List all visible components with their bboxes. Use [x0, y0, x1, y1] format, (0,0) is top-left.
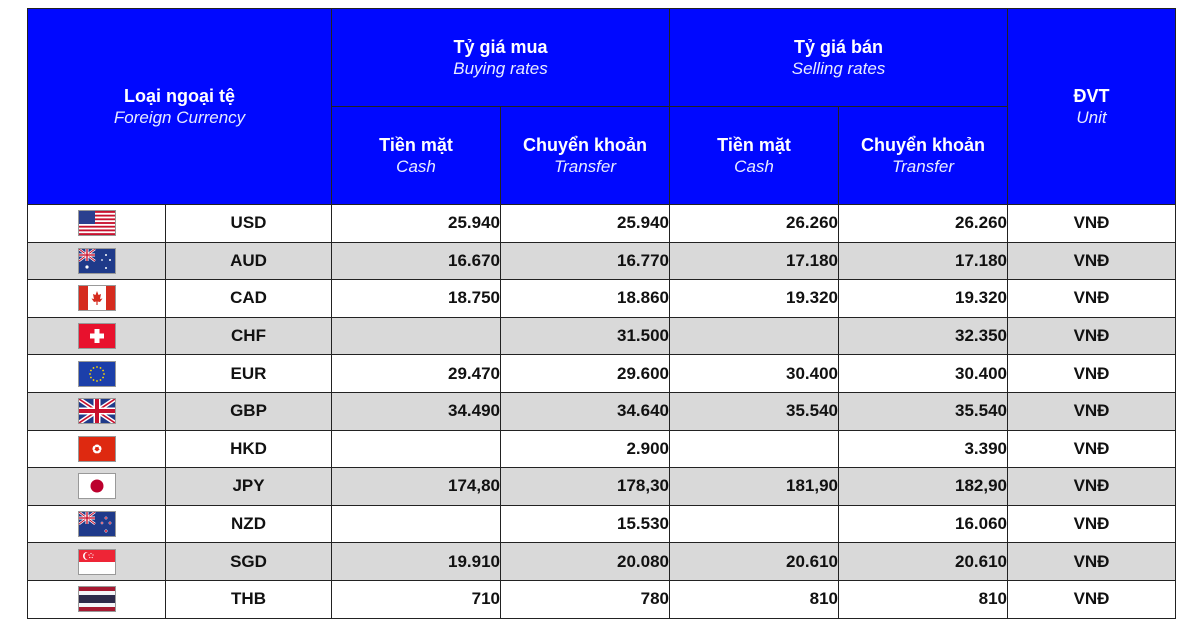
unit-value: VNĐ — [1008, 205, 1176, 243]
table-row — [28, 430, 1176, 468]
table-row — [28, 580, 1176, 618]
unit-value: VNĐ — [1008, 580, 1176, 618]
buy-transfer-value: 34.640 — [501, 392, 670, 430]
currency-code: THB — [166, 580, 332, 618]
sell-cash-value: 30.400 — [670, 355, 839, 393]
buy-cash-value — [332, 317, 501, 355]
sell-transfer-header-en: Transfer — [891, 156, 955, 176]
au-flag-icon — [28, 248, 165, 274]
flag-cell — [28, 392, 166, 430]
sell-cash-header-vi: Tiền mặt — [717, 134, 791, 155]
currency-code: USD — [166, 205, 332, 243]
sell-cash-value: 20.610 — [670, 543, 839, 581]
sell-cash-value: 26.260 — [670, 205, 839, 243]
buy-cash-value — [332, 430, 501, 468]
sell-transfer-value: 19.320 — [839, 280, 1008, 318]
currency-code: SGD — [166, 543, 332, 581]
buy-transfer-value: 178,30 — [501, 468, 670, 506]
unit-value: VNĐ — [1008, 242, 1176, 280]
selling-header-vi: Tỷ giá bán — [794, 36, 884, 57]
sell-transfer-value: 182,90 — [839, 468, 1008, 506]
sell-cash-header-en: Cash — [734, 156, 774, 176]
flag-cell — [28, 505, 166, 543]
ch-flag-icon — [28, 323, 165, 349]
currency-code: JPY — [166, 468, 332, 506]
unit-value: VNĐ — [1008, 280, 1176, 318]
table-row — [28, 392, 1176, 430]
flag-cell — [28, 543, 166, 581]
unit-value: VNĐ — [1008, 468, 1176, 506]
sell-transfer-value: 3.390 — [839, 430, 1008, 468]
buy-cash-value: 34.490 — [332, 392, 501, 430]
unit-value: VNĐ — [1008, 392, 1176, 430]
buying-header-en: Buying rates — [453, 58, 548, 78]
unit-header-en: Unit — [1076, 107, 1107, 127]
table-row — [28, 543, 1176, 581]
buy-cash-header-en: Cash — [396, 156, 436, 176]
selling-header-en: Selling rates — [791, 58, 886, 78]
gb-flag-icon — [28, 398, 165, 424]
sell-transfer-value: 16.060 — [839, 505, 1008, 543]
flag-cell — [28, 430, 166, 468]
selling-header — [670, 9, 1008, 107]
buy-transfer-value: 18.860 — [501, 280, 670, 318]
sell-transfer-value: 30.400 — [839, 355, 1008, 393]
currency-header — [28, 9, 332, 205]
table-row — [28, 317, 1176, 355]
buy-transfer-value: 2.900 — [501, 430, 670, 468]
us-flag-icon — [28, 210, 165, 236]
unit-value: VNĐ — [1008, 505, 1176, 543]
sell-transfer-header-vi: Chuyển khoản — [861, 134, 986, 155]
jp-flag-icon — [28, 473, 165, 499]
unit-header-vi: ĐVT — [1073, 85, 1110, 106]
buy-transfer-header-vi: Chuyển khoản — [523, 134, 648, 155]
table-row — [28, 280, 1176, 318]
currency-header-en: Foreign Currency — [113, 107, 246, 127]
buy-transfer-value: 31.500 — [501, 317, 670, 355]
unit-value: VNĐ — [1008, 430, 1176, 468]
table-row — [28, 355, 1176, 393]
sell-cash-value — [670, 430, 839, 468]
th-flag-icon — [28, 586, 165, 612]
table-row — [28, 468, 1176, 506]
exchange-rate-table — [27, 8, 1176, 619]
flag-cell — [28, 468, 166, 506]
sell-cash-value: 17.180 — [670, 242, 839, 280]
sell-cash-value: 810 — [670, 580, 839, 618]
currency-code: NZD — [166, 505, 332, 543]
currency-code: HKD — [166, 430, 332, 468]
flag-cell — [28, 280, 166, 318]
ca-flag-icon — [28, 285, 165, 311]
unit-value: VNĐ — [1008, 543, 1176, 581]
flag-cell — [28, 242, 166, 280]
currency-code: AUD — [166, 242, 332, 280]
sell-transfer-value: 17.180 — [839, 242, 1008, 280]
sell-transfer-value: 32.350 — [839, 317, 1008, 355]
buy-cash-value: 710 — [332, 580, 501, 618]
sell-transfer-value: 26.260 — [839, 205, 1008, 243]
buy-cash-value: 18.750 — [332, 280, 501, 318]
sell-cash-value: 181,90 — [670, 468, 839, 506]
table-row — [28, 205, 1176, 243]
buy-cash-value: 25.940 — [332, 205, 501, 243]
eu-flag-icon — [28, 361, 165, 387]
buying-header — [332, 9, 670, 107]
sell-cash-header — [670, 107, 839, 205]
flag-cell — [28, 205, 166, 243]
currency-code: GBP — [166, 392, 332, 430]
flag-cell — [28, 580, 166, 618]
nz-flag-icon — [28, 511, 165, 537]
flag-cell — [28, 317, 166, 355]
sell-cash-value — [670, 505, 839, 543]
buy-cash-value — [332, 505, 501, 543]
buy-cash-value: 174,80 — [332, 468, 501, 506]
sell-transfer-value: 810 — [839, 580, 1008, 618]
buy-cash-value: 29.470 — [332, 355, 501, 393]
buy-transfer-value: 780 — [501, 580, 670, 618]
sell-transfer-header — [839, 107, 1008, 205]
buy-cash-header — [332, 107, 501, 205]
sell-transfer-value: 20.610 — [839, 543, 1008, 581]
unit-value: VNĐ — [1008, 355, 1176, 393]
table-row — [28, 242, 1176, 280]
currency-code: CHF — [166, 317, 332, 355]
currency-code: EUR — [166, 355, 332, 393]
buy-cash-value: 19.910 — [332, 543, 501, 581]
hk-flag-icon — [28, 436, 165, 462]
sell-cash-value: 35.540 — [670, 392, 839, 430]
buy-transfer-value: 15.530 — [501, 505, 670, 543]
buy-transfer-value: 25.940 — [501, 205, 670, 243]
table-row — [28, 505, 1176, 543]
buy-cash-value: 16.670 — [332, 242, 501, 280]
buying-header-vi: Tỷ giá mua — [453, 36, 548, 57]
buy-transfer-value: 29.600 — [501, 355, 670, 393]
sell-transfer-value: 35.540 — [839, 392, 1008, 430]
buy-cash-header-vi: Tiền mặt — [379, 134, 453, 155]
currency-header-vi: Loại ngoại tệ — [124, 85, 236, 106]
flag-cell — [28, 355, 166, 393]
sell-cash-value — [670, 317, 839, 355]
buy-transfer-header — [501, 107, 670, 205]
buy-transfer-header-en: Transfer — [553, 156, 617, 176]
sg-flag-icon — [28, 549, 165, 575]
currency-code: CAD — [166, 280, 332, 318]
rate-table-body — [28, 205, 1176, 619]
unit-value: VNĐ — [1008, 317, 1176, 355]
unit-header — [1008, 9, 1176, 205]
sell-cash-value: 19.320 — [670, 280, 839, 318]
buy-transfer-value: 20.080 — [501, 543, 670, 581]
buy-transfer-value: 16.770 — [501, 242, 670, 280]
